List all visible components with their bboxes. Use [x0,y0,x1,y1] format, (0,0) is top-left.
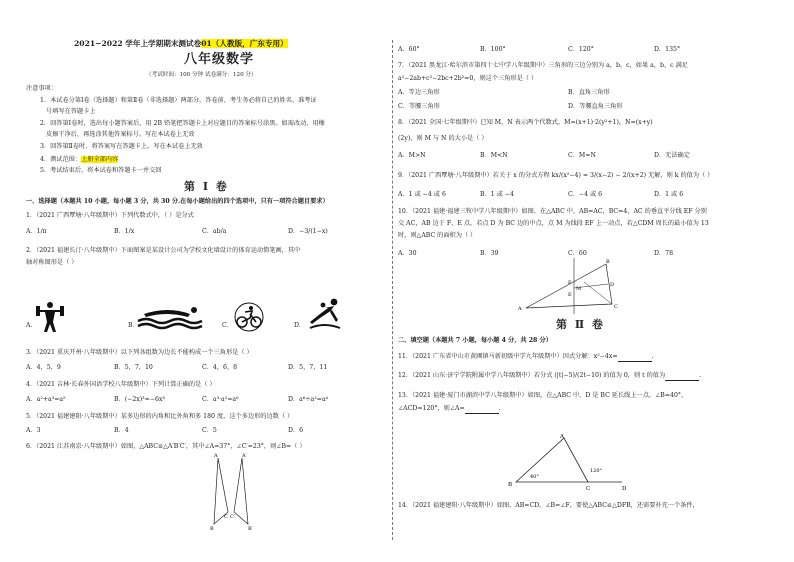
q2-stem-cont: 轴对称图形是（ ） [26,259,78,266]
q10-label: F [568,280,572,286]
q2-option: D． [294,322,306,329]
q2-option: B． [128,322,139,329]
q13-triangle-figure [506,434,632,490]
q10-option: A．30 [398,250,417,257]
q5-option: A．3 [26,427,41,434]
q10-triangle-figure [518,258,618,314]
notice-item: 皮擦干净后，再选涂其他答案标号。写在本试卷上无效 [46,131,195,138]
q8-stem-cont: (2y)，则 M 与 N 的大小是（ ） [398,135,488,142]
q6-option: B．100° [480,46,506,53]
notice-item: 2．回答第Ⅰ卷时，选出每小题答案后，用 2B 铅笔把答题卡上对应题目的答案标号涂黑。如需改动，用橡 [40,120,325,127]
scope-value: 上册全部内容 [81,156,119,163]
column-divider [392,40,393,540]
q8-option: A．M>N [398,152,426,159]
q4-stem: 4．（2021 吉林·长春外国语学校八年级期中）下列计算正确的是（ ） [26,381,216,388]
q2-option: C． [222,322,233,329]
q5-option: B．4 [114,427,129,434]
q4-option: B．(−2x)³=−6x³ [114,396,165,403]
subject-title: 八年级数学 [184,52,255,67]
section2-instruction: 二、填空题（本题共 7 小题，每小题 4 分，共 28 分） [398,337,552,344]
q9-stem: 9．（2021 广西覃塘·八年级期中）若关于 x 的分式方程 kx/(x²−4) = 3/(x−2) − 2/(x+2) 无解，则 k 的值为（ ） [398,172,714,179]
q2-option: A． [26,322,37,329]
q13-label: B [508,482,513,488]
q11-stem: 11．（2021 广东省中山市黄圃镇马新初级中学九年级期中）因式分解：x²−4x= . [398,353,653,362]
q14-stem: 14．（2021 福建建阳·八年级期中）如图，AB=CD，∠B=∠F，要使△ABC≌△DFB，还需要补充一个条件， [398,502,699,509]
q3-option: D．5，7，11 [288,364,328,371]
q10-option: C．60 [568,250,587,257]
q1-stem: 1．（2021 广西覃塘·八年级期中）下列代数式中，（ ）是分式 [26,212,194,219]
q6-option: D．135° [654,46,681,53]
q6-triangle-figure [212,452,256,530]
weightlifter-icon [36,300,64,334]
q13-stem-cont: ∠ACD=120°，则∠A= . [398,405,501,414]
q6-option: A．60° [398,46,420,53]
q6-label: C′ [230,514,235,520]
q11-answer-blank[interactable] [618,353,652,362]
q13-label: A [560,434,564,440]
q13-label: C [586,486,591,492]
q12-answer-blank[interactable] [665,372,699,381]
q6-label: A [214,453,218,459]
exam-tag: 01（人教版，广东专用） [201,39,288,48]
q8-stem: 8．（2021 全国·七年级期中）已知 M，N 表示两个代数式，M=(x+1)·2(y²+1)，N=(x+y) [398,119,653,126]
q7-option: B．直角三角形 [568,89,610,96]
q2-stem: 2．（2021 福建长汀·八年级期中）下面图案是某设计公司为学校文化墙设计的体育运动简笔画，其中 [26,247,301,254]
q3-option: C．4，6，8 [202,364,238,371]
q3-option: B．5，7，10 [114,364,153,371]
q6-label: A′ [242,453,247,459]
q10-label: E [568,292,572,298]
section1-instruction: 一、选择题（本题共 10 小题，每小题 3 分，共 30 分.在每小题给出的四个选项中，只有一项符合题目要求） [26,198,329,205]
q7-option: A．等边三角形 [398,89,440,96]
exam-info: （考试时间：100 分钟 试卷满分：120 分） [146,72,257,78]
q13-stem: 13．（2021 福建·厦门市湖滨中学八年级期中）如图，在△ABC 中，D 是 BC 延长线上一点，∠B=40°， [398,392,688,399]
q5-stem: 5．（2021 福建建阳·八年级期中）某多边形的内角和比外角和多 180 度，这个多边形的边数（ ） [26,413,294,420]
q12-stem: 12．（2021 山东·济宁学院附属中学八年级期中）若分式 (|t|−5)/(2t−10) 的值为 0，则 t 的值为 . [398,372,701,381]
q6-option: C．120° [568,46,594,53]
q10-label: D [610,282,615,288]
section1-title: 第 Ⅰ 卷 [184,180,229,193]
notice-item: 5．考试结束后，将本试卷和答题卡一并交回 [40,167,162,174]
q1-option: B．1/x [114,228,135,235]
q9-option: A．1 或 −4 或 6 [398,191,446,198]
q6-stem: 6．（2021 江苏南京·八年级期中）如图，△ABC≌△A′B′C′，其中∠A=37°，∠C′=23°，则∠B=（ ） [26,443,306,450]
q5-option: D．6 [288,427,304,434]
q10-label: A [518,306,522,312]
q10-label: C [614,304,618,310]
notice-heading: 注意事项： [26,85,57,92]
q1-option: C．ab/a [202,228,227,235]
section2-title: 第 Ⅱ 卷 [556,318,605,331]
q4-option: D．a⁶÷a²=a⁴ [288,396,329,403]
notice-item: 1．本试卷分第Ⅰ卷（选择题）和第Ⅱ卷（非选择题）两部分。答卷前，考生务必将自己的姓名、准考证 [40,97,317,104]
q10-stem-cont: 交 AC，AB 边于 F，E 点，若点 D 为 BC 边的中点，点 M 为线段 EF 上一动点，若△CDM 周长的最小值为 13 [398,220,709,227]
q13-angle-label: 40° [530,474,539,480]
q6-label: B [210,526,214,532]
q7-stem: 7．（2021 黑龙江·哈尔滨市第四十七中学八年级期中）三角形的三边分别为 a，b，c，如果 a，b，c 满足 [398,62,688,69]
q4-option: A．a²+a³=a⁵ [26,396,66,403]
cyclist-icon [232,302,266,332]
q10-stem-cont: 时，则△ABC 的面积为（ ） [398,232,477,239]
q8-option: B．M<N [480,152,508,159]
q13-label: D [622,486,627,492]
q10-option: D．78 [654,250,674,257]
q9-option: D．1 或 6 [654,191,684,198]
q3-option: A．4，5，9 [26,364,61,371]
q7-option: C．等腰三角形 [398,103,440,110]
q10-label: B [606,259,610,265]
q8-option: D．无法确定 [654,152,690,159]
q13-answer-blank[interactable] [465,405,499,414]
q7-stem-cont: a²−2ab+c²−2bc+2b²=0，则这个三角形是（ ） [398,75,538,82]
notice-item: 号填写在答题卡上 [46,108,96,115]
notice-item: 3．回答第Ⅱ卷时，将答案写在答题卡上。写在本试卷上无效 [40,143,203,150]
q9-option: B．1 或 −4 [480,191,514,198]
volleyball-player-icon [308,298,342,330]
q10-stem: 10．（2021 福建·福建三牧中学八年级期中）如图，在△ABC 中，AB=AC，BC=4，AC 的垂直平分线 EF 分别 [398,208,707,215]
q4-option: C．a³·a²=a⁶ [202,396,239,403]
exam-title: 2021−2022 学年上学期期末测试卷01（人教版，广东专用） [74,39,288,48]
q5-option: C．5 [202,427,217,434]
q13-angle-label: 120° [590,468,603,474]
q1-option: D．−3/(1−x) [288,228,328,235]
swimmer-icon [138,306,204,328]
q8-option: C．M=N [568,152,596,159]
q3-stem: 3．（2021 重庆开州·八年级期中）以下列各组数为边长不能构成一个三角形是（ ） [26,349,253,356]
q10-label: M [576,286,582,292]
q6-label: B′ [248,526,253,532]
notice-item: 4．测试范围：上册全部内容 [40,156,119,163]
q10-option: B．39 [480,250,499,257]
q9-option: C．−4 或 6 [568,191,603,198]
q7-option: D．等腰直角三角形 [568,103,623,110]
q6-label: C [224,514,228,520]
q1-option: A．1/π [26,228,47,235]
